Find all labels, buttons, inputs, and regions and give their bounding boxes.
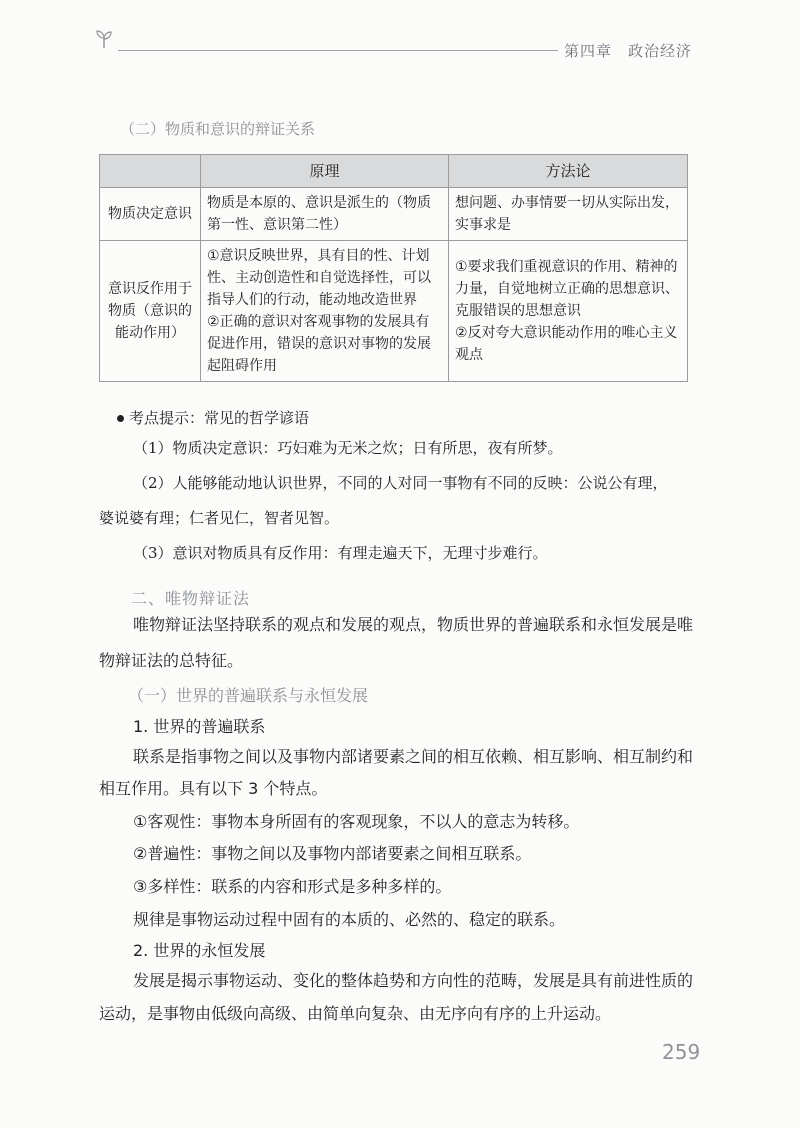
feature-item: ③多样性：联系的内容和形式是多种多样的。 — [133, 877, 452, 896]
paragraph: 唯物辩证法坚持联系的观点和发展的观点，物质世界的普遍联系和永恒发展是唯 — [133, 615, 694, 634]
paragraph: 物辩证法的总特征。 — [99, 651, 244, 670]
tip-title-text: 考点提示：常见的哲学谚语 — [129, 409, 310, 427]
table-row — [100, 188, 688, 241]
cell-method — [449, 241, 688, 382]
table-header-principle: 原理 — [201, 155, 449, 188]
cell-method: 想问题、办事情要一切从实际出发，实事求是 — [449, 188, 688, 241]
paragraph: 联系是指事物之间以及事物内部诸要素之间的相互依赖、相互影响、相互制约和 — [133, 747, 694, 766]
principle-point-1: ①意识反映世界，具有目的性、计划性、主动创造性和自觉选择性，可以指导人们的行动，能动地改造世界 — [207, 248, 431, 308]
table-header-row — [100, 155, 688, 188]
header-rule — [118, 50, 558, 51]
feature-item: ①客观性：事物本身所固有的客观现象，不以人的意志为转移。 — [133, 812, 580, 831]
tip-item: 婆说婆有理；仁者见仁，智者见智。 — [99, 509, 340, 527]
tip-item: （1）物质决定意识：巧妇难为无米之炊；日有所思，夜有所梦。 — [133, 439, 563, 457]
point-title: 2. 世界的永恒发展 — [133, 941, 266, 960]
table-row — [100, 241, 688, 382]
row-head-consciousness: 意识反作用于物质（意识的能动作用） — [100, 241, 201, 382]
paragraph: 运动，是事物由低级向高级、由简单向复杂、由无序向有序的上升运动。 — [99, 1004, 612, 1023]
method-point-2: ②反对夸大意识能动作用的唯心主义观点 — [455, 325, 678, 363]
tip-item: （2）人能够能动地认识世界，不同的人对同一事物有不同的反映：公说公有理， — [133, 474, 668, 492]
tip-title — [117, 407, 309, 428]
subsection-title: （一）世界的普遍联系与永恒发展 — [128, 686, 369, 705]
sprout-icon — [92, 26, 116, 50]
cell-principle — [201, 241, 449, 382]
paragraph: 发展是揭示事物运动、变化的整体趋势和方向性的范畴，发展是具有前进性质的 — [133, 971, 694, 990]
dialectics-table — [99, 154, 688, 382]
table-header-method: 方法论 — [449, 155, 688, 188]
paragraph: 规律是事物运动过程中固有的本质的、必然的、稳定的联系。 — [133, 910, 566, 929]
row-head-matter: 物质决定意识 — [100, 188, 201, 241]
cell-principle: 物质是本原的、意识是派生的（物质第一性、意识第二性） — [201, 188, 449, 241]
page-number: 259 — [662, 1040, 701, 1064]
chapter-title: 第四章 政治经济 — [564, 42, 693, 60]
section-subtitle: （二）物质和意识的辩证关系 — [120, 120, 316, 138]
section-heading: 二、唯物辩证法 — [131, 589, 251, 608]
paragraph: 相互作用。具有以下 3 个特点。 — [99, 779, 328, 798]
bullet-icon — [117, 415, 124, 422]
principle-point-2: ②正确的意识对客观事物的发展具有促进作用，错误的意识对事物的发展起阻碍作用 — [207, 314, 431, 374]
feature-item: ②普遍性：事物之间以及事物内部诸要素之间相互联系。 — [133, 844, 532, 863]
point-title: 1. 世界的普遍联系 — [133, 717, 266, 736]
tip-item: （3）意识对物质具有反作用：有理走遍天下，无理寸步难行。 — [133, 544, 548, 562]
method-point-1: ①要求我们重视意识的作用、精神的力量，自觉地树立正确的思想意识、克服错误的思想意识 — [455, 259, 679, 319]
table-header-corner — [100, 155, 201, 188]
